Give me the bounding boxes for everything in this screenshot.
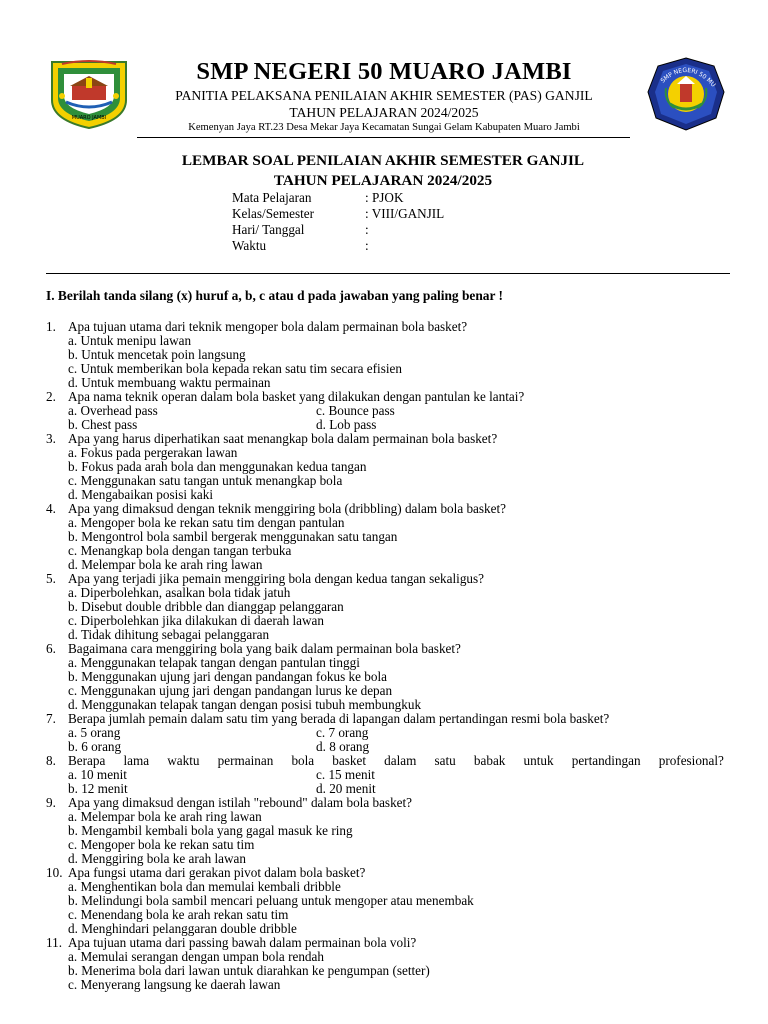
answer-option: c. Diperbolehkan jika dilakukan di daerah lawan [68,613,324,628]
committee-line: PANITIA PELAKSANA PENILAIAN AKHIR SEMESTER (PAS) GANJIL [175,88,593,103]
answer-option: d. Menghindari pelanggaran double dribble [68,921,297,936]
question-text: Apa yang dimaksud dengan istilah "rebound" dalam bola basket? [68,795,413,810]
sheet-subtitle: TAHUN PELAJARAN 2024/2025 [273,172,493,189]
question-10 [46,866,724,880]
question-text: Apa nama teknik operan dalam bola basket yang dilakukan dengan pantulan ke lantai? [68,389,525,404]
answer-option: c. Menggunakan satu tangan untuk menangkap bola [68,473,343,488]
info-label: Hari/ Tanggal [232,222,305,237]
answer-option: c. Menangkap bola dengan tangan terbuka [68,543,292,558]
answer-option: a. 10 menit [68,767,127,782]
question-number: 6. [46,641,56,656]
question-number: 4. [46,501,56,516]
instruction: I. Berilah tanda silang (x) huruf a, b, c atau d pada jawaban yang paling benar ! [46,288,503,303]
question-number: 2. [46,389,56,404]
question-number: 5. [46,571,56,586]
answer-option: d. Melempar bola ke arah ring lawan [68,557,263,572]
info-value: : PJOK [365,190,404,205]
question-4 [46,502,724,516]
info-row-class [232,206,444,222]
info-label: Kelas/Semester [232,206,315,221]
answer-option: c. Bounce pass [316,403,395,418]
info-row-date [232,222,444,238]
answer-option: c. Mengoper bola ke rekan satu tim [68,837,255,852]
academic-year-line: TAHUN PELAJARAN 2024/2025 [289,105,479,120]
info-label: Waktu [232,238,267,253]
answer-option: d. Lob pass [316,417,377,432]
question-text: Apa fungsi utama dari gerakan pivot dalam bola basket? [68,865,366,880]
answer-option: a. Melempar bola ke arah ring lawan [68,809,262,824]
answer-option: a. Diperbolehkan, asalkan bola tidak jatuh [68,585,291,600]
answer-option: c. Menendang bola ke arah rekan satu tim [68,907,289,922]
answer-option: c. Untuk memberikan bola kepada rekan satu tim secara efisien [68,361,402,376]
answer-option: b. Mengambil kembali bola yang gagal masuk ke ring [68,823,353,838]
question-8 [46,754,724,768]
question-1 [46,320,724,334]
question-text: Berapa lama waktu permainan bola basket dalam satu babak untuk pertandingan profesional? [68,753,724,768]
answer-option-row [46,404,724,418]
sheet-title: LEMBAR SOAL PENILAIAN AKHIR SEMESTER GANJIL [181,152,585,169]
question-text: Apa yang dimaksud dengan teknik menggiring bola (dribbling) dalam bola basket? [68,501,507,516]
question-number: 1. [46,319,56,334]
question-text: Apa yang harus diperhatikan saat menangkap bola dalam permainan bola basket? [68,431,498,446]
question-text: Apa tujuan utama dari teknik mengoper bola dalam permainan bola basket? [68,319,468,334]
answer-option: a. Memulai serangan dengan umpan bola rendah [68,949,324,964]
question-number: 3. [46,431,56,446]
school-address: Kemenyan Jaya RT.23 Desa Mekar Jaya Kecamatan Sungai Gelam Kabupaten Muaro Jambi [188,122,580,133]
answer-option: d. Untuk membuang waktu permainan [68,375,271,390]
info-label: Mata Pelajaran [232,190,312,205]
answer-option: b. Menerima bola dari lawan untuk diarahkan ke pengumpan (setter) [68,963,430,978]
answer-option: b. 6 orang [68,739,122,754]
answer-option-row [46,782,724,796]
question-number: 11. [46,935,62,950]
answer-option: d. Tidak dihitung sebagai pelanggaran [68,627,270,642]
question-text: Apa yang terjadi jika pemain menggiring bola dengan kedua tangan sekaligus? [68,571,485,586]
answer-option: b. Chest pass [68,417,138,432]
answer-option: a. Menghentikan bola dan memulai kembali dribble [68,879,341,894]
regency-logo-text: MUARO JAMBI [71,115,107,121]
answer-option: c. Menyerang langsung ke daerah lawan [68,977,281,992]
exam-info [232,190,444,254]
question-6 [46,642,724,656]
question-9 [46,796,724,810]
question-number: 9. [46,795,56,810]
question-number: 8. [46,753,56,768]
answer-option: a. 5 orang [68,725,121,740]
answer-option: b. Untuk mencetak poin langsung [68,347,246,362]
question-text: Berapa jumlah pemain dalam satu tim yang berada di lapangan dalam pertandingan resmi bola basket? [68,711,610,726]
regency-logo [48,56,130,130]
info-value: : [365,222,369,237]
answer-option: c. 7 orang [316,725,369,740]
answer-option: b. Melindungi bola sambil mencari peluang untuk mengoper atau menembak [68,893,474,908]
answer-option: a. Untuk menipu lawan [68,333,192,348]
answer-option: b. Mengontrol bola sambil bergerak menggunakan satu tangan [68,529,398,544]
answer-option: d. Mengabaikan posisi kaki [68,487,214,502]
header-divider [137,137,630,138]
answer-option: b. Menggunakan ujung jari dengan pandangan fokus ke bola [68,669,387,684]
answer-option: b. 12 menit [68,781,128,796]
answer-option: d. 20 menit [316,781,376,796]
answer-option-row [46,418,724,432]
question-7 [46,712,724,726]
section-divider [46,273,730,274]
answer-option: c. Menggunakan ujung jari dengan pandangan lurus ke depan [68,683,393,698]
answer-option: d. Menggunakan telapak tangan dengan posisi tubuh membungkuk [68,697,422,712]
answer-option: c. 15 menit [316,767,375,782]
question-5 [46,572,724,586]
answer-option: a. Fokus pada pergerakan lawan [68,445,238,460]
answer-option-row [46,768,724,782]
info-value: : VIII/GANJIL [365,206,445,221]
question-number: 10. [46,865,63,880]
info-row-time [232,238,444,254]
answer-option: d. 8 orang [316,739,370,754]
school-name: SMP NEGERI 50 MUARO JAMBI [196,58,572,85]
answer-option: a. Menggunakan telapak tangan dengan pantulan tinggi [68,655,360,670]
info-value: : [365,238,369,253]
answer-option: a. Overhead pass [68,403,158,418]
question-text: Apa tujuan utama dari passing bawah dalam permainan bola voli? [68,935,417,950]
question-2 [46,390,724,404]
question-list [46,320,724,992]
answer-option: b. Disebut double dribble dan dianggap pelanggaran [68,599,344,614]
question-11 [46,936,724,950]
question-3 [46,432,724,446]
question-number: 7. [46,711,56,726]
school-logo [644,56,728,132]
info-row-subject [232,190,444,206]
question-text: Bagaimana cara menggiring bola yang baik dalam permainan bola basket? [68,641,461,656]
answer-option: b. Fokus pada arah bola dan menggunakan kedua tangan [68,459,367,474]
school-logo-text: SMP NEGERI 50 MU [659,66,717,89]
answer-option-row [46,726,724,740]
answer-option: d. Menggiring bola ke arah lawan [68,851,246,866]
answer-option: a. Mengoper bola ke rekan satu tim dengan pantulan [68,515,345,530]
answer-option-row [46,740,724,754]
